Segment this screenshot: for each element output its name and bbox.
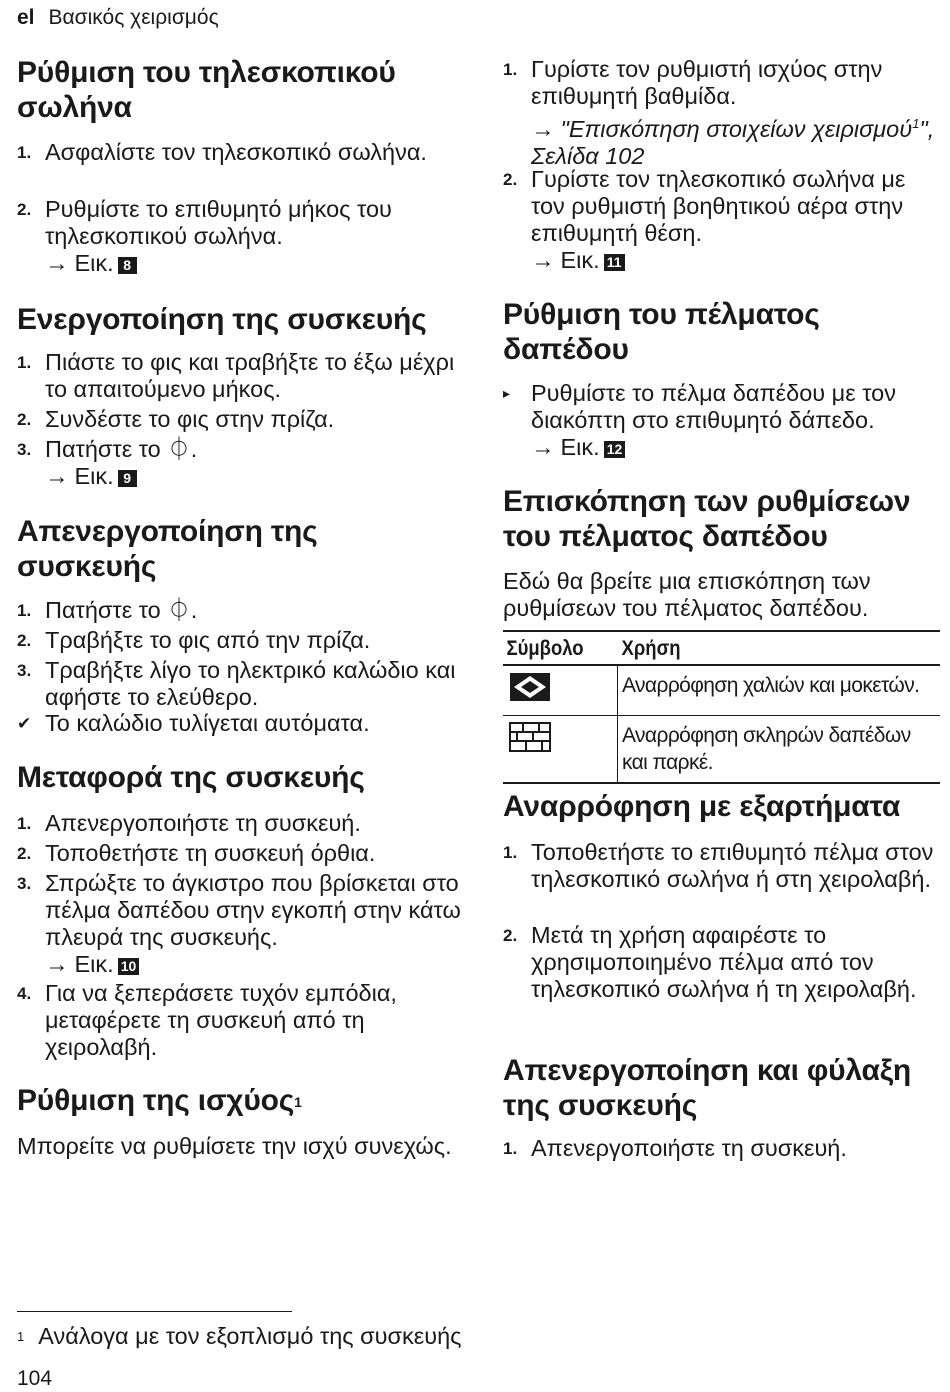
footnote-marker: 1 xyxy=(294,1094,302,1110)
heading-transport: Μεταφορά της συσκευής xyxy=(17,761,365,794)
figure-reference xyxy=(45,463,462,490)
cross-reference-text: "Επισκόπηση στοιχείων χειρισμού xyxy=(560,115,913,142)
cross-reference xyxy=(531,110,940,170)
footnote-divider xyxy=(17,1311,292,1312)
heading-floor-nozzle: Ρύθμιση του πέλματος δαπέδου xyxy=(503,298,820,366)
step-number: 2. xyxy=(503,926,518,945)
step-text: Για να ξεπεράσετε τυχόν εμπόδια, μεταφέρετε τη συσκευή από τη χειρολαβή. xyxy=(45,980,397,1060)
table-header-use: Χρήση xyxy=(618,631,902,665)
table-header-symbol: Σύμβολο xyxy=(503,631,604,665)
step-number: 1. xyxy=(17,353,32,372)
heading-floor-nozzle-overview: Επισκόπηση των ρυθμίσεων του πέλματος δαπέδου xyxy=(503,485,911,553)
list-item xyxy=(17,980,462,1061)
heading-accessories: Αναρρόφηση με εξαρτήματα xyxy=(503,790,901,823)
step-text: Τοποθετήστε το επιθυμητό πέλμα στον τηλεσκοπικό σωλήνα ή στη χειρολαβή. xyxy=(531,839,934,892)
figure-reference xyxy=(45,250,462,277)
step-number: 1. xyxy=(17,143,32,162)
table-row xyxy=(503,665,940,716)
step-text: Πατήστε το ⏀. xyxy=(45,436,198,462)
step-text: Γυρίστε τον τηλεσκοπικό σωλήνα με τον ρυθμιστή βοηθητικού αέρα στην επιθυμητή θέση. xyxy=(531,166,906,246)
step-text: Μετά τη χρήση αφαιρέστε το χρησιμοποιημένο πέλμα από τον τηλεσκοπικό σωλήνα ή τη χειρολαβή. xyxy=(531,922,917,1002)
step-number: 1. xyxy=(17,814,32,833)
symbol-table xyxy=(503,630,940,784)
checkmark-icon: ✔ xyxy=(17,714,32,733)
list-item xyxy=(503,56,940,170)
step-number: 1. xyxy=(503,60,518,79)
heading-switch-on: Ενεργοποίηση της συσκευής xyxy=(17,303,427,336)
figure-badge: 12 xyxy=(604,441,626,458)
paragraph: Μπορείτε να ρυθμίσετε την ισχύ συνεχώς. xyxy=(17,1133,452,1159)
step-number: 3. xyxy=(17,440,32,459)
table-row xyxy=(503,716,940,784)
step-text: Τραβήξτε λίγο το ηλεκτρικό καλώδιο και αφήστε το ελεύθερο. xyxy=(45,657,456,710)
step-number: 3. xyxy=(17,874,32,893)
list-item xyxy=(503,380,940,461)
list-item xyxy=(17,870,462,978)
figure-reference xyxy=(531,434,940,461)
step-text: Συνδέστε το φις στην πρίζα. xyxy=(45,406,335,432)
figure-ref-label: Εικ. xyxy=(74,463,114,489)
step-text: Το καλώδιο τυλίγεται αυτόματα. xyxy=(45,710,370,736)
carpet-icon xyxy=(509,672,551,702)
figure-badge: 11 xyxy=(604,254,625,271)
arrow-right-icon: → xyxy=(531,247,555,273)
page-header xyxy=(17,6,219,30)
table-header-row xyxy=(503,631,940,665)
step-text: Ρυθμίστε το επιθυμητό μήκος του τηλεσκοπικού σωλήνα. xyxy=(45,196,392,249)
step-number: 1. xyxy=(503,843,518,862)
figure-ref-label: Εικ. xyxy=(74,951,114,977)
footnote-number: 1 xyxy=(17,1329,25,1344)
page-number: 104 xyxy=(17,1367,53,1390)
step-text: Πατήστε το ⏀. xyxy=(45,597,198,623)
list-item xyxy=(17,406,462,433)
heading-switch-off-storage: Απενεργοποίηση και φύλαξη της συσκευής xyxy=(503,1054,912,1122)
figure-ref-label: Εικ. xyxy=(560,434,600,460)
arrow-right-icon: → xyxy=(45,250,69,276)
list-item xyxy=(17,657,462,711)
step-text: Τοποθετήστε τη συσκευή όρθια. xyxy=(45,840,376,866)
figure-badge: 10 xyxy=(118,958,140,975)
step-number: 1. xyxy=(17,601,32,620)
step-number: 2. xyxy=(17,200,32,219)
hard-floor-icon xyxy=(509,722,551,752)
figure-badge: 8 xyxy=(118,257,137,274)
list-item xyxy=(17,710,462,737)
arrow-right-icon: → xyxy=(45,951,69,977)
arrow-right-icon: → xyxy=(531,115,555,142)
language-code: el xyxy=(17,6,35,29)
step-text: Ρυθμίστε το πέλμα δαπέδου με τον διακόπτη στο επιθυμητό δάπεδο. xyxy=(531,380,896,433)
heading-telescopic-tube: Ρύθμιση του τηλεσκοπικού σωλήνα xyxy=(17,56,396,124)
step-text: Απενεργοποιήστε τη συσκευή. xyxy=(45,810,361,836)
paragraph: Εδώ θα βρείτε μια επισκόπηση των ρυθμίσεων του πέλματος δαπέδου. xyxy=(503,568,871,621)
step-text: Ασφαλίστε τον τηλεσκοπικό σωλήνα. xyxy=(45,139,427,165)
step-number: 2. xyxy=(17,410,32,429)
step-text: Τραβήξτε το φις από την πρίζα. xyxy=(45,627,371,653)
list-item xyxy=(17,349,462,403)
figure-ref-label: Εικ. xyxy=(560,247,600,273)
heading-switch-off: Απενεργοποίηση της συσκευής xyxy=(17,515,318,583)
footnote xyxy=(17,1323,461,1350)
list-item xyxy=(503,166,940,274)
list-item xyxy=(503,839,940,893)
list-item xyxy=(17,840,462,867)
list-item xyxy=(17,196,462,277)
figure-reference xyxy=(45,951,462,978)
step-number: 3. xyxy=(17,661,32,680)
section-name: Βασικός χειρισμός xyxy=(48,6,219,29)
step-text: Απενεργοποιήστε τη συσκευή. xyxy=(531,1135,847,1161)
table-cell-symbol xyxy=(503,716,618,784)
step-text: Σπρώξτε το άγκιστρο που βρίσκεται στο πέλμα δαπέδου στην εγκοπή στην κάτω πλευρά της συσκευής. xyxy=(45,870,461,950)
table-cell-use: Αναρρόφηση χαλιών και μοκετών. xyxy=(618,665,941,716)
list-item xyxy=(17,436,462,490)
arrow-right-icon: → xyxy=(45,463,69,489)
step-number: 2. xyxy=(17,844,32,863)
cross-reference-page: ", Σελίδα 102 xyxy=(531,115,935,169)
list-item xyxy=(17,597,462,624)
footnote-marker: 1 xyxy=(912,116,920,131)
step-number: 2. xyxy=(503,170,518,189)
list-item xyxy=(17,627,462,654)
list-item xyxy=(17,810,462,837)
step-text: Γυρίστε τον ρυθμιστή ισχύος στην επιθυμητή βαθμίδα. xyxy=(531,56,883,109)
arrow-right-icon: → xyxy=(531,434,555,460)
figure-ref-label: Εικ. xyxy=(74,250,114,276)
heading-text: Ρύθμιση της ισχύος xyxy=(17,1084,295,1117)
heading-power-setting xyxy=(17,1083,462,1118)
step-text: Πιάστε το φις και τραβήξτε το έξω μέχρι το απαιτούμενο μήκος. xyxy=(45,349,455,402)
table-cell-use: Αναρρόφηση σκληρών δαπέδων και παρκέ. xyxy=(618,716,941,784)
step-number: 1. xyxy=(503,1139,518,1158)
list-item xyxy=(17,139,462,166)
figure-badge: 9 xyxy=(118,470,137,487)
figure-reference xyxy=(531,247,940,274)
step-number: 2. xyxy=(17,631,32,650)
footnote-text: Ανάλογα με τον εξοπλισμό της συσκευής xyxy=(38,1323,462,1349)
step-number: 4. xyxy=(17,984,32,1003)
triangle-bullet-icon: ▸ xyxy=(503,385,511,401)
table-cell-symbol xyxy=(503,665,618,716)
list-item xyxy=(503,922,940,1003)
list-item xyxy=(503,1135,940,1162)
